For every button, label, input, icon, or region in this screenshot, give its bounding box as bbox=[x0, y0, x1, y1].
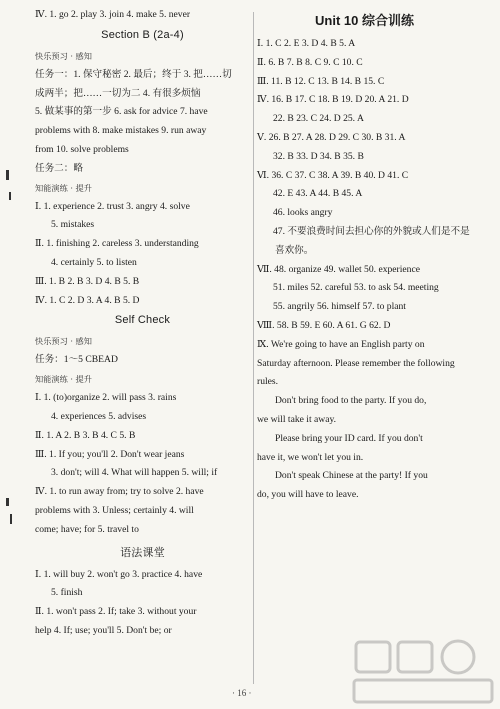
answer-line: 42. E 43. A 44. B 45. A bbox=[273, 188, 363, 200]
answer-line: 任务：1～5 CBEAD bbox=[35, 354, 118, 366]
answer-line: Ⅰ. 1. C 2. E 3. D 4. B 5. A bbox=[257, 38, 356, 49]
essay-line: we will take it away. bbox=[257, 413, 337, 425]
essay-line: Please bring your ID card. If you don't bbox=[275, 432, 423, 444]
answer-line: Ⅱ. 6. B 7. B 8. C 9. C 10. C bbox=[257, 56, 363, 68]
answer-line: 任务一：1. 保守秘密 2. 最后；终于 3. 把……切 bbox=[35, 68, 232, 80]
answer-line: come; have; for 5. travel to bbox=[35, 523, 139, 535]
answer-line: 3. don't; will 4. What will happen 5. will; if bbox=[51, 467, 218, 479]
answer-line: 5. mistakes bbox=[51, 219, 95, 231]
answer-line: 32. B 33. D 34. B 35. B bbox=[273, 150, 364, 162]
answer-line: 51. miles 52. careful 53. to ask 54. meeting bbox=[273, 282, 439, 294]
answer-line: problems with 8. make mistakes 9. run away bbox=[35, 125, 207, 137]
margin-mark bbox=[6, 170, 9, 180]
subheading: 知能演练 · 提升 bbox=[35, 374, 92, 385]
answer-line: 22. B 23. C 24. D 25. A bbox=[273, 113, 364, 125]
answer-line: 55. angrily 56. himself 57. to plant bbox=[273, 301, 406, 313]
answer-line: 4. certainly 5. to listen bbox=[51, 256, 137, 268]
column-divider bbox=[253, 12, 254, 684]
answer-line: from 10. solve problems bbox=[35, 143, 129, 155]
answer-line: Ⅱ. 1. A 2. B 3. B 4. C 5. B bbox=[35, 429, 136, 441]
essay-line: Don't speak Chinese at the party! If you bbox=[275, 470, 428, 482]
essay-line: rules. bbox=[257, 376, 279, 388]
answer-line: 喜欢你。 bbox=[275, 244, 314, 256]
margin-mark bbox=[6, 498, 9, 506]
answer-line: Ⅷ. 58. B 59. E 60. A 61. G 62. D bbox=[257, 319, 391, 331]
answer-line: Ⅱ. 1. won't pass 2. If; take 3. without your bbox=[35, 606, 197, 618]
answer-line: Ⅳ. 16. B 17. C 18. B 19. D 20. A 21. D bbox=[257, 94, 409, 106]
answer-line: 5. finish bbox=[51, 587, 83, 599]
subheading: 知能演练 · 提升 bbox=[35, 182, 92, 193]
margin-mark bbox=[10, 514, 12, 524]
section-heading: Section B (2a-4) bbox=[101, 28, 184, 41]
answer-line: 4. experiences 5. advises bbox=[51, 410, 147, 422]
answer-line: help 4. If; use; you'll 5. Don't be; or bbox=[35, 624, 172, 636]
subheading: 快乐预习 · 感知 bbox=[35, 50, 92, 61]
subheading: 快乐预习 · 感知 bbox=[35, 336, 92, 347]
left-column bbox=[35, 10, 250, 645]
margin-mark bbox=[9, 192, 11, 200]
section-heading: Self Check bbox=[114, 314, 171, 327]
answer-line: Ⅰ. 1. will buy 2. won't go 3. practice 4. have bbox=[35, 568, 203, 580]
answer-line: Ⅳ. 1. go 2. play 3. join 4. make 5. never bbox=[35, 9, 191, 20]
answer-line: Ⅳ. 1. C 2. D 3. A 4. B 5. D bbox=[35, 294, 140, 306]
answer-line: Ⅰ. 1. (to)organize 2. will pass 3. rains bbox=[35, 392, 177, 404]
answer-line: Ⅱ. 1. finishing 2. careless 3. understanding bbox=[35, 238, 199, 250]
essay-line: have it, we won't let you in. bbox=[257, 451, 364, 463]
watermark-logo-icon bbox=[346, 636, 500, 709]
answer-line: Ⅶ. 48. organize 49. wallet 50. experience bbox=[257, 263, 420, 275]
answer-line: 成两半；把……一切为二 4. 有很多烦恼 bbox=[35, 87, 201, 99]
answer-line: Ⅴ. 26. B 27. A 28. D 29. C 30. B 31. A bbox=[257, 131, 406, 143]
answer-line: Ⅰ. 1. experience 2. trust 3. angry 4. solve bbox=[35, 200, 190, 212]
right-column bbox=[257, 10, 472, 509]
answer-line: 5. 做某事的第一步 6. ask for advice 7. have bbox=[35, 106, 208, 118]
section-heading: 语法课堂 bbox=[120, 546, 165, 559]
answer-line: Ⅲ. 1. If you; you'll 2. Don't wear jeans bbox=[35, 448, 185, 460]
answer-line: 47. 不要浪费时间去担心你的外貌或人们是不是 bbox=[273, 225, 470, 237]
answer-line: problems with 3. Unless; certainly 4. will bbox=[35, 504, 194, 516]
page-number: · 16 · bbox=[232, 688, 252, 698]
answer-line: Ⅲ. 1. B 2. B 3. D 4. B 5. B bbox=[35, 275, 140, 287]
unit-title: Unit 10 综合训练 bbox=[315, 13, 414, 28]
answer-line: Ⅵ. 36. C 37. C 38. A 39. B 40. D 41. C bbox=[257, 169, 409, 181]
answer-line: 任务二：略 bbox=[35, 162, 83, 174]
essay-line: Don't bring food to the party. If you do, bbox=[275, 395, 427, 407]
essay-line: Saturday afternoon. Please remember the following bbox=[257, 357, 455, 369]
answer-line: 46. looks angry bbox=[273, 207, 333, 219]
answer-line: Ⅲ. 11. B 12. C 13. B 14. B 15. C bbox=[257, 75, 385, 87]
essay-line: do, you will have to leave. bbox=[257, 489, 359, 501]
essay-line: Ⅸ. We're going to have an English party on bbox=[257, 338, 425, 350]
answer-line: Ⅳ. 1. to run away from; try to solve 2. have bbox=[35, 486, 204, 498]
